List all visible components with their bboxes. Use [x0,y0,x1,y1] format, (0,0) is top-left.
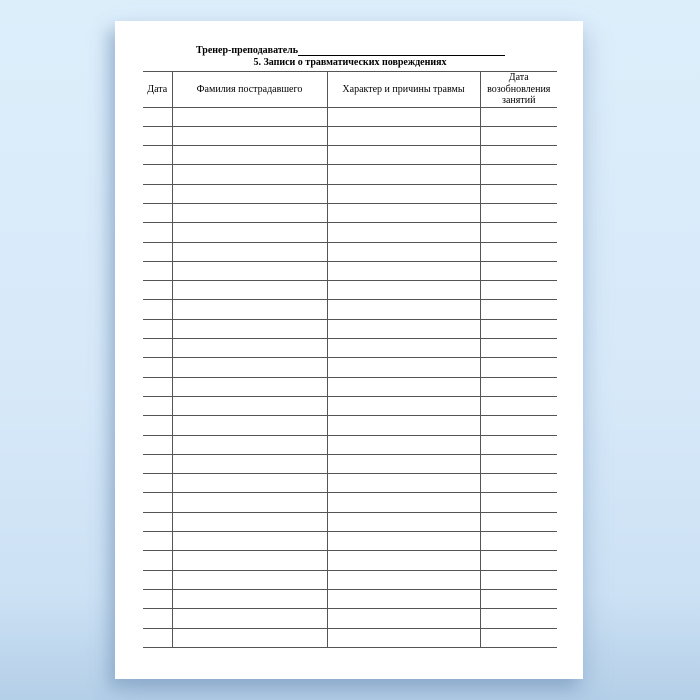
table-row [143,107,557,126]
table-cell-date [143,203,172,222]
table-row [143,126,557,145]
table-cell-resume-date [480,126,557,145]
table-cell-victim-name [172,358,327,377]
table-cell-resume-date [480,396,557,415]
table-cell-victim-name [172,454,327,473]
table-cell-victim-name [172,107,327,126]
table-cell-victim-name [172,261,327,280]
table-cell-resume-date [480,454,557,473]
table-cell-victim-name [172,570,327,589]
column-header-injury-nature: Характер и причины травмы [327,72,480,108]
table-cell-victim-name [172,203,327,222]
table-row [143,242,557,261]
table-row [143,589,557,608]
table-cell-date [143,339,172,358]
table-cell-victim-name [172,165,327,184]
table-cell-victim-name [172,377,327,396]
table-cell-injury-nature [327,339,480,358]
column-header-date: Дата [143,72,172,108]
table-cell-date [143,628,172,647]
table-cell-injury-nature [327,493,480,512]
table-cell-resume-date [480,589,557,608]
table-cell-date [143,107,172,126]
table-cell-victim-name [172,493,327,512]
table-cell-date [143,416,172,435]
table-cell-resume-date [480,358,557,377]
table-row [143,203,557,222]
table-row [143,261,557,280]
table-cell-resume-date [480,319,557,338]
table-cell-resume-date [480,532,557,551]
table-cell-injury-nature [327,435,480,454]
table-cell-resume-date [480,609,557,628]
table-cell-date [143,493,172,512]
table-cell-victim-name [172,474,327,493]
table-cell-injury-nature [327,300,480,319]
table-row [143,551,557,570]
table-cell-resume-date [480,146,557,165]
table-cell-injury-nature [327,358,480,377]
table-cell-injury-nature [327,242,480,261]
table-row [143,165,557,184]
column-header-victim-name: Фамилия пострадавшего [172,72,327,108]
table-row [143,493,557,512]
table-cell-victim-name [172,512,327,531]
table-row [143,609,557,628]
table-cell-injury-nature [327,107,480,126]
table-cell-resume-date [480,435,557,454]
table-row [143,396,557,415]
table-cell-date [143,570,172,589]
table-cell-victim-name [172,416,327,435]
table-cell-date [143,126,172,145]
table-cell-resume-date [480,261,557,280]
table-row [143,416,557,435]
table-cell-injury-nature [327,184,480,203]
table-cell-resume-date [480,570,557,589]
table-cell-date [143,474,172,493]
table-cell-resume-date [480,300,557,319]
table-cell-date [143,261,172,280]
table-cell-injury-nature [327,165,480,184]
table-cell-date [143,223,172,242]
table-cell-victim-name [172,281,327,300]
table-row [143,223,557,242]
table-cell-resume-date [480,184,557,203]
table-cell-injury-nature [327,474,480,493]
table-cell-resume-date [480,416,557,435]
table-cell-date [143,454,172,473]
table-cell-date [143,281,172,300]
table-row [143,532,557,551]
table-cell-injury-nature [327,416,480,435]
table-cell-date [143,377,172,396]
table-row [143,628,557,647]
table-cell-injury-nature [327,628,480,647]
table-row [143,281,557,300]
table-cell-injury-nature [327,609,480,628]
table-cell-injury-nature [327,377,480,396]
table-cell-resume-date [480,281,557,300]
table-row [143,319,557,338]
table-cell-victim-name [172,184,327,203]
table-row [143,358,557,377]
table-cell-victim-name [172,339,327,358]
injury-log-table [143,71,557,648]
table-cell-injury-nature [327,589,480,608]
table-cell-victim-name [172,628,327,647]
table-cell-date [143,358,172,377]
table-cell-date [143,184,172,203]
table-cell-date [143,242,172,261]
table-cell-resume-date [480,628,557,647]
table-cell-injury-nature [327,512,480,531]
trainer-fill-in-blank [298,44,505,56]
table-row [143,184,557,203]
table-cell-date [143,512,172,531]
trainer-line [196,43,505,56]
table-cell-resume-date [480,551,557,570]
table-cell-injury-nature [327,551,480,570]
header-row [143,72,557,108]
table-cell-date [143,396,172,415]
table-cell-victim-name [172,609,327,628]
table-cell-victim-name [172,242,327,261]
table-cell-victim-name [172,435,327,454]
table-cell-date [143,551,172,570]
table-cell-injury-nature [327,454,480,473]
table-cell-resume-date [480,512,557,531]
table-row [143,512,557,531]
table-row [143,300,557,319]
table-cell-resume-date [480,203,557,222]
table-cell-victim-name [172,319,327,338]
table-cell-date [143,165,172,184]
table-cell-date [143,532,172,551]
table-cell-victim-name [172,551,327,570]
table-cell-injury-nature [327,146,480,165]
table-cell-injury-nature [327,396,480,415]
table-cell-victim-name [172,532,327,551]
table-row [143,146,557,165]
table-cell-date [143,319,172,338]
table-cell-injury-nature [327,319,480,338]
table-cell-resume-date [480,377,557,396]
table-cell-injury-nature [327,570,480,589]
table-cell-victim-name [172,589,327,608]
table-row [143,377,557,396]
table-cell-date [143,146,172,165]
table-cell-injury-nature [327,532,480,551]
column-header-resume-date: Дата возобновления занятий [480,72,557,108]
table-cell-victim-name [172,396,327,415]
table-cell-victim-name [172,146,327,165]
document-page [115,21,583,679]
table-cell-resume-date [480,165,557,184]
table-cell-date [143,589,172,608]
table-cell-resume-date [480,223,557,242]
table-cell-date [143,435,172,454]
table-cell-victim-name [172,223,327,242]
table-cell-resume-date [480,242,557,261]
table-cell-resume-date [480,107,557,126]
table-row [143,454,557,473]
table-row [143,570,557,589]
table-row [143,435,557,454]
table-cell-victim-name [172,126,327,145]
trainer-label: Тренер-преподаватель [196,45,299,56]
table-cell-date [143,609,172,628]
table-header-row [143,72,557,108]
section-title: 5. Записи о травматических повреждениях [253,57,447,68]
table-cell-injury-nature [327,281,480,300]
table-row [143,339,557,358]
table-cell-resume-date [480,474,557,493]
table-cell-injury-nature [327,223,480,242]
table-cell-injury-nature [327,203,480,222]
table-cell-date [143,300,172,319]
table-cell-resume-date [480,493,557,512]
table-cell-victim-name [172,300,327,319]
table-body [143,107,557,647]
table-row [143,474,557,493]
table-cell-resume-date [480,339,557,358]
table-cell-injury-nature [327,261,480,280]
table-cell-injury-nature [327,126,480,145]
